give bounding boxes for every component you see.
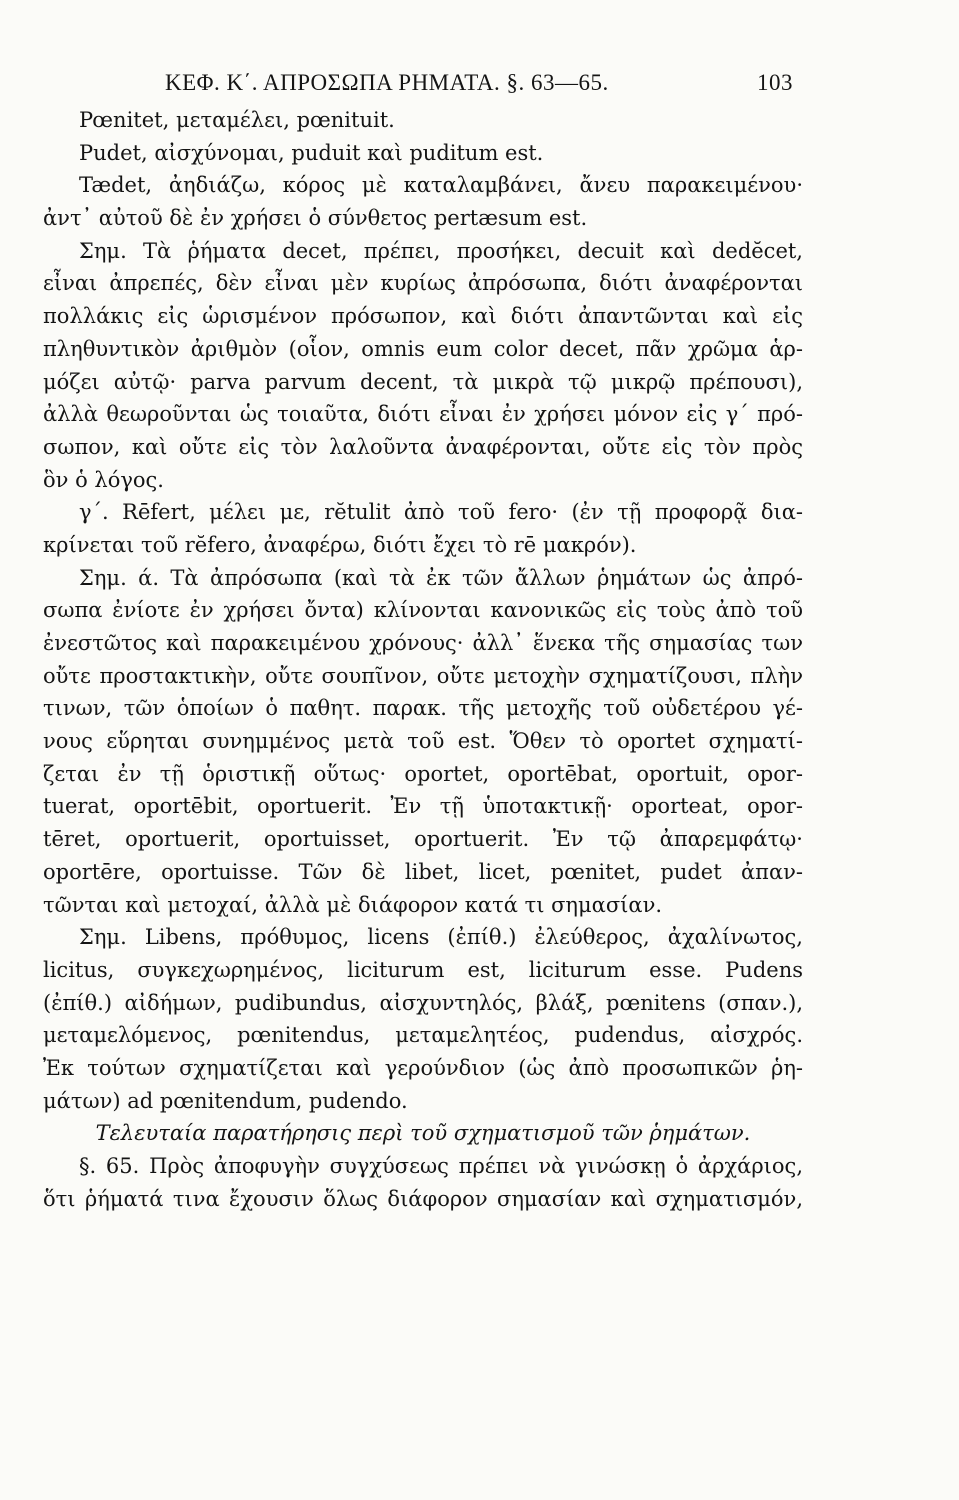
text-line: εἶναι ἀπρεπές, δὲν εἶναι μὲν κυρίως ἀπρόσωπα, διότι ἀναφέρονται	[43, 271, 803, 296]
text-line: μεταμελόμενος, pœnitendus, μεταμελητέος, pudendus, αἰσχρός.	[43, 1023, 803, 1048]
text-line: γ΄. Rēfert, μέλει με, rĕtulit ἀπὸ τοῦ fero· (ἐν τῇ προφορᾷ δια-	[79, 500, 803, 525]
text-line: σωπα ἐνίοτε ἐν χρήσει ὄντα) κλίνονται κανονικῶς εἰς τοὺς ἀπὸ τοῦ	[43, 598, 803, 623]
body-text	[43, 104, 803, 1215]
text-line: πολλάκις εἰς ὡρισμένον πρόσωπον, καὶ διότι ἀπαντῶνται καὶ εἰς	[43, 304, 803, 329]
text-line: ἀλλὰ θεωροῦνται ὡς τοιαῦτα, διότι εἶναι ἐν χρήσει μόνον εἰς γ΄ πρό-	[43, 402, 803, 427]
text-line: oportēre, oportuisse. Τῶν δὲ libet, licet, pœnitet, pudet ἀπαν-	[43, 859, 803, 884]
chapter-title: ΚΕΦ. Κ΄. ΑΠΡΟΣΩΠΑ ΡΗΜΑΤΑ. §. 63—65.	[165, 70, 609, 95]
text-line: tēret, oportuerit, oportuisset, oportuerit. Ἐν τῷ ἀπαρεμφάτῳ·	[43, 827, 803, 852]
text-line: μάτων) ad pœnitendum, pudendo.	[43, 1088, 408, 1113]
text-line: Ἐκ τούτων σχηματίζεται καὶ γερούνδιον (ὡς ἀπὸ προσωπικῶν ῥη-	[43, 1055, 803, 1080]
text-line: κρίνεται τοῦ rĕfero, ἀναφέρω, διότι ἔχει τὸ rē μακρόν).	[43, 532, 637, 557]
text-line: §. 65. Πρὸς ἀποφυγὴν συγχύσεως πρέπει νὰ γινώσκῃ ὁ ἀρχάριος,	[79, 1154, 803, 1178]
text-line: ἀντ᾽ αὐτοῦ δὲ ἐν χρήσει ὁ σύνθετος pertæsum est.	[43, 206, 588, 231]
text-line: Σημ. ά. Τὰ ἀπρόσωπα (καὶ τὰ ἐκ τῶν ἄλλων ῥημάτων ὡς ἀπρό-	[79, 565, 803, 590]
text-line: τινων, τῶν ὁποίων ὁ παθητ. παρακ. τῆς μετοχῆς τοῦ οὐδετέρου γέ-	[43, 696, 803, 721]
text-line: οὔτε προστακτικὴν, οὔτε σουπῖνον, οὔτε μετοχὴν σχηματίζουσι, πλὴν	[43, 663, 803, 688]
text-line: ὃν ὁ λόγος.	[43, 467, 164, 492]
text-line: ὅτι ῥήματά τινα ἔχουσιν ὅλως διάφορον σημασίαν καὶ σχηματισμόν,	[43, 1186, 803, 1211]
text-line: μόζει αὐτῷ· parva parvum decent, τὰ μικρὰ τῷ μικρῷ πρέπουσι),	[43, 369, 803, 394]
text-line: νους εὕρηται συνημμένος μετὰ τοῦ est. Ὅθεν τὸ oportet σχηματί-	[43, 729, 803, 754]
text-line: Tædet, ἀηδιάζω, κόρος μὲ καταλαμβάνει, ἄνευ παρακειμένου·	[79, 173, 803, 198]
text-line: τῶνται καὶ μετοχαί, ἀλλὰ μὲ διάφορον κατά τι σημασίαν.	[43, 892, 663, 917]
section-caption: Τελευταία παρατήρησις περὶ τοῦ σχηματισμοῦ τῶν ῥημάτων.	[95, 1121, 751, 1146]
text-line: Pœnitet, μεταμέλει, pœnituit.	[79, 108, 395, 132]
text-line: Σημ. Libens, πρόθυμος, licens (ἐπίθ.) ἐλεύθερος, ἀχαλίνωτος,	[79, 925, 803, 950]
text-line: Pudet, αἰσχύνομαι, puduit καὶ puditum est.	[79, 140, 544, 165]
text-line: πληθυντικὸν ἀριθμὸν (οἷον, omnis eum color decet, πᾶν χρῶμα ἁρ-	[43, 336, 803, 361]
text-line: (ἐπίθ.) αἰδήμων, pudibundus, αἰσχυντηλός, βλάξ, pœnitens (σπαν.),	[43, 990, 803, 1015]
text-line: ζεται ἐν τῇ ὁριστικῇ οὕτως· oportet, oportēbat, oportuit, opor-	[43, 761, 803, 786]
text-line: ἐνεστῶτος καὶ παρακειμένου χρόνους· ἀλλ᾽ ἕνεκα τῆς σημασίας των	[43, 631, 803, 655]
text-line: Σημ. Τὰ ῥήματα decet, πρέπει, προσήκει, decuit καὶ dedĕcet,	[79, 238, 803, 263]
page-number: 103	[757, 70, 793, 95]
text-line: licitus, συγκεχωρημένος, liciturum est, liciturum esse. Pudens	[43, 957, 803, 982]
text-line: σωπον, καὶ οὔτε εἰς τὸν λαλοῦντα ἀναφέρονται, οὔτε εἰς τὸν πρὸς	[43, 434, 803, 459]
text-line: tuerat, oportēbit, oportuerit. Ἐν τῇ ὑποτακτικῇ· oporteat, opor-	[43, 794, 803, 819]
